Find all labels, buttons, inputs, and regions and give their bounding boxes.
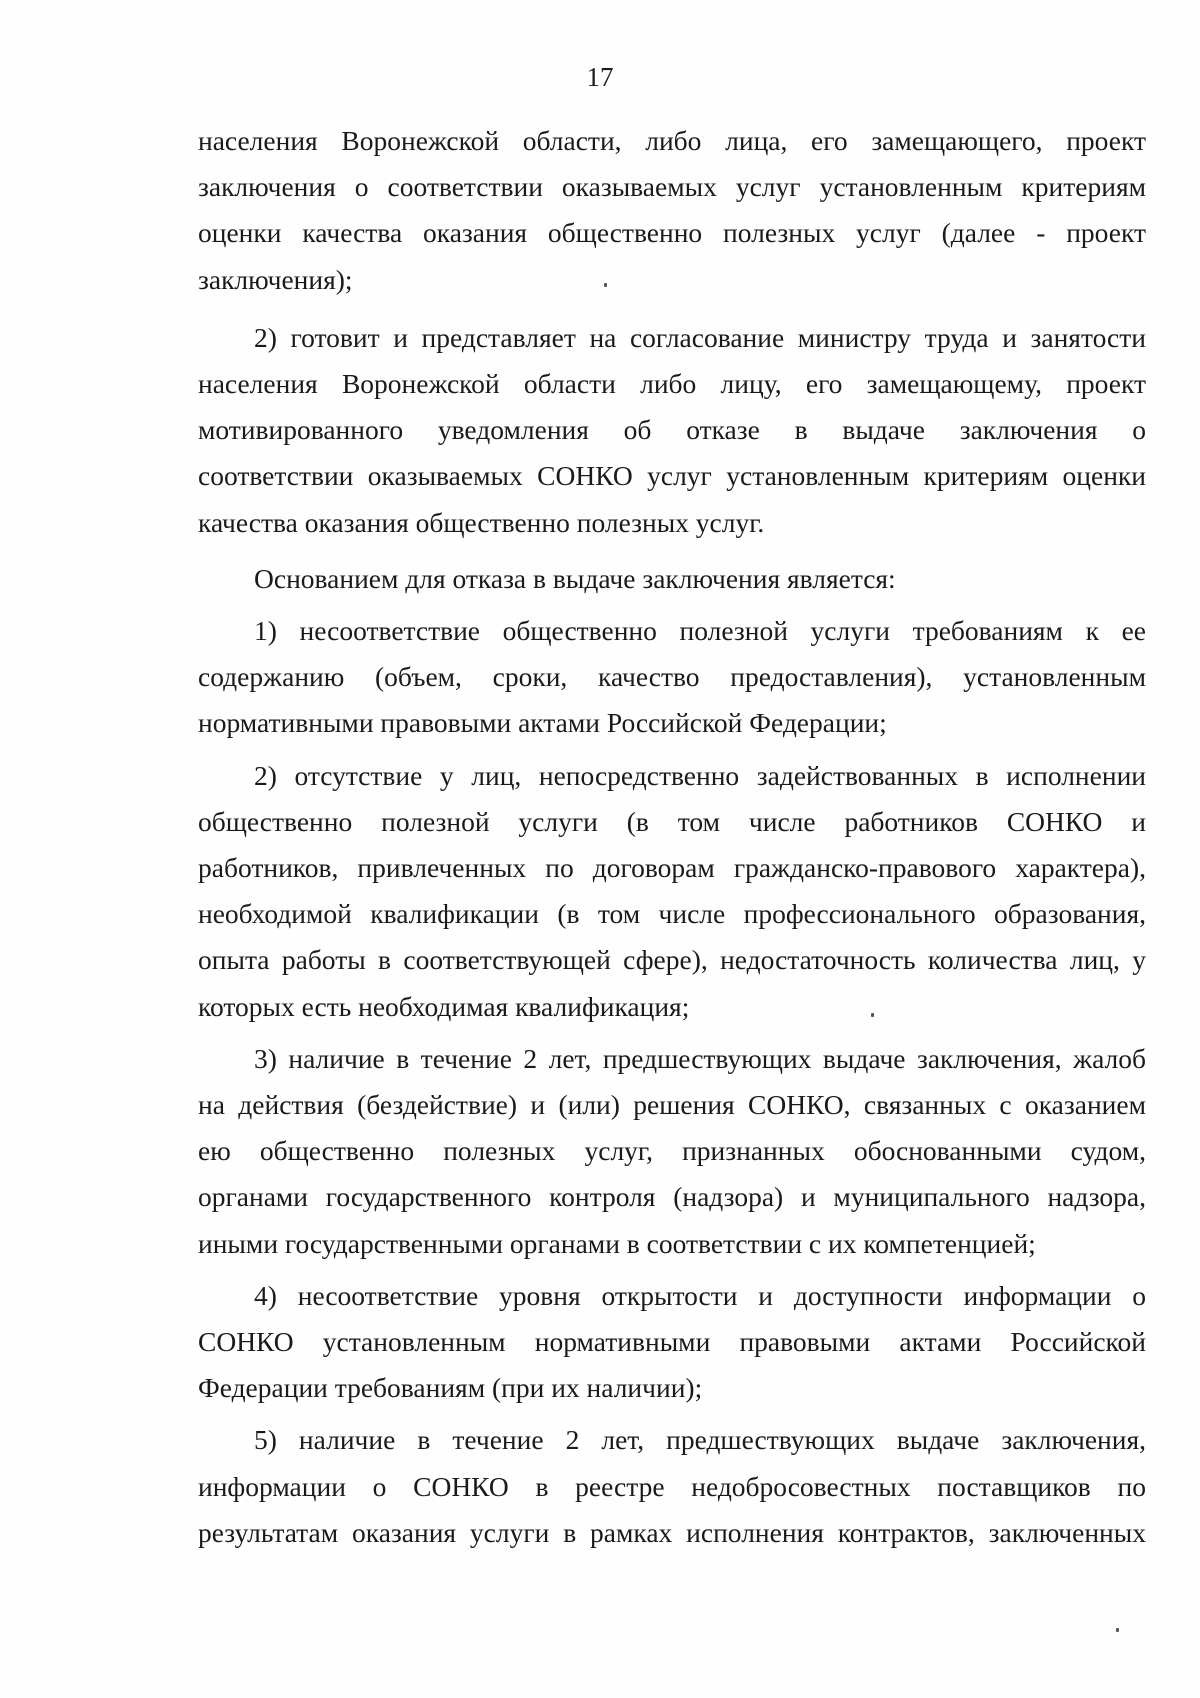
text-line: 1) несоответствие общественно полезной услуги требованиям к ее (254, 615, 1146, 647)
text-line: 5) наличие в течение 2 лет, предшествующих выдаче заключения, (254, 1424, 1146, 1456)
text-line: мотивированного уведомления об отказе в выдаче заключения о (198, 414, 1146, 446)
paragraph (198, 1036, 1146, 1267)
scan-speck (604, 283, 607, 287)
text-line: заключения о соответствии оказываемых услуг установленным критериям (198, 171, 1146, 203)
scan-speck (871, 1013, 874, 1017)
text-line: общественно полезной услуги (в том числе работников СОНКО и (198, 805, 1146, 837)
text-line: нормативными правовыми актами Российской Федерации; (198, 707, 887, 739)
paragraph (198, 556, 1146, 602)
text-line: качества оказания общественно полезных услуг. (198, 506, 765, 538)
text-line: содержанию (объем, сроки, качество предоставления), установленным (198, 661, 1146, 693)
text-line: результатам оказания услуги в рамках исполнения контрактов, заключенных (198, 1516, 1146, 1548)
text-line: 2) готовит и представляет на согласование министру труда и занятости (254, 321, 1146, 353)
text-line: населения Воронежской области либо лицу, его замещающему, проект (198, 368, 1146, 400)
text-line: оценки качества оказания общественно полезных услуг (далее - проект (198, 217, 1146, 249)
paragraph (198, 608, 1146, 747)
text-line: ею общественно полезных услуг, признанных обоснованными судом, (198, 1135, 1146, 1167)
text-line: информации о СОНКО в реестре недобросовестных поставщиков по (198, 1470, 1146, 1502)
paragraph (198, 315, 1146, 546)
text-line: иными государственными органами в соответствии с их компетенцией; (198, 1227, 1036, 1259)
paragraph (198, 118, 1146, 303)
text-line: СОНКО установленным нормативными правовыми актами Российской (198, 1326, 1146, 1358)
paragraph (198, 1273, 1146, 1412)
text-line: Основанием для отказа в выдаче заключения является: (254, 562, 896, 594)
text-line: 3) наличие в течение 2 лет, предшествующих выдаче заключения, жалоб (254, 1042, 1146, 1074)
text-line: заключения); (198, 263, 353, 295)
text-line: на действия (бездействие) и (или) решения СОНКО, связанных с оказанием (198, 1089, 1146, 1121)
text-line: Федерации требованиям (при их наличии); (198, 1372, 703, 1404)
text-line: необходимой квалификации (в том числе профессионального образования, (198, 898, 1146, 930)
text-line: которых есть необходимая квалификация; (198, 990, 690, 1022)
paragraph (198, 1417, 1146, 1556)
text-line: 2) отсутствие у лиц, непосредственно задействованных в исполнении (254, 759, 1146, 791)
document-body (198, 118, 1146, 1556)
text-line: работников, привлеченных по договорам гражданско-правового характера), (198, 852, 1146, 884)
scan-speck (1116, 1628, 1119, 1632)
text-line: опыта работы в соответствующей сфере), недостаточность количества лиц, у (198, 944, 1146, 976)
text-line: 4) несоответствие уровня открытости и доступности информации о (254, 1279, 1146, 1311)
paragraph (198, 753, 1146, 1030)
text-line: органами государственного контроля (надзора) и муниципального надзора, (198, 1181, 1146, 1213)
text-line: населения Воронежской области, либо лица, его замещающего, проект (198, 125, 1146, 156)
page-number: 17 (586, 62, 614, 92)
text-line: соответствии оказываемых СОНКО услуг установленным критериям оценки (198, 460, 1146, 492)
